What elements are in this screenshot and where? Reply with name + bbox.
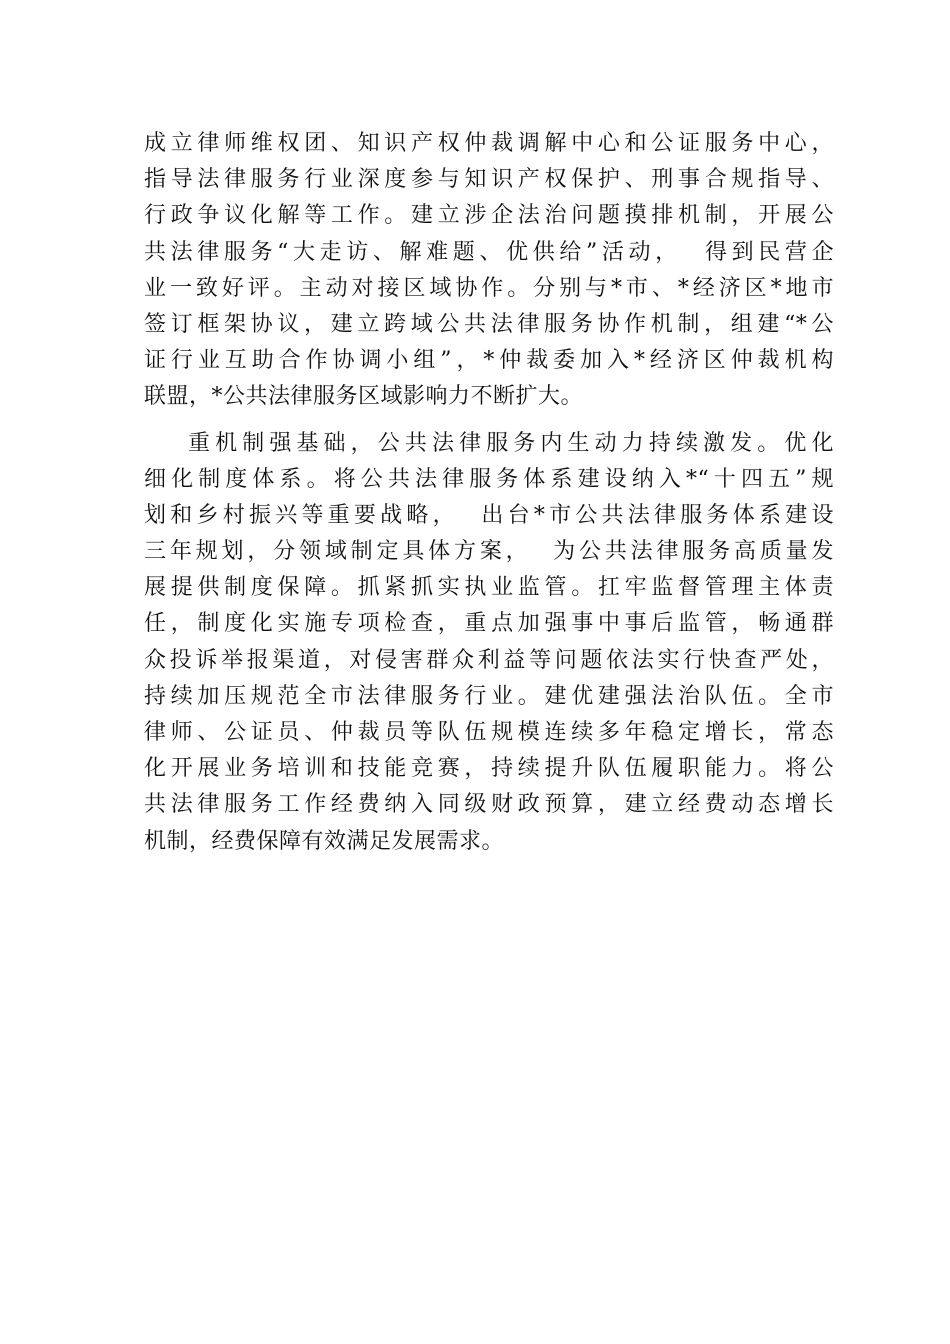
document-body [144, 126, 834, 860]
paragraph-1 [144, 126, 834, 416]
paragraph-line: 展提供制度保障。抓紧抓实执业监管。扛牢监督管理主体责 [144, 575, 834, 601]
paragraph-line: 联盟，*公共法律服务区域影响力不断扩大。 [144, 384, 584, 410]
paragraph-line: 众投诉举报渠道，对侵害群众利益等问题依法实行快查严处， [144, 647, 834, 673]
paragraph-line: 划和乡村振兴等重要战略， 出台*市公共法律服务体系建设 [144, 502, 834, 528]
paragraph-line: 指导法律服务行业深度参与知识产权保护、刑事合规指导、 [144, 167, 834, 193]
paragraph-line: 重机制强基础，公共法律服务内生动力持续激发。优化 [188, 430, 834, 456]
paragraph-line: 共法律服务工作经费纳入同级财政预算，建立经费动态增长 [144, 792, 834, 818]
paragraph-line: 细化制度体系。将公共法律服务体系建设纳入*“十四五”规 [144, 466, 834, 492]
paragraph-2 [144, 426, 834, 860]
paragraph-line: 机制，经费保障有效满足发展需求。 [144, 828, 505, 854]
paragraph-spacer [144, 416, 834, 426]
paragraph-line: 业一致好评。主动对接区域协作。分别与*市、*经济区*地市 [144, 275, 834, 301]
paragraph-line: 证行业互助合作协调小组”，*仲裁委加入*经济区仲裁机构 [144, 348, 834, 374]
paragraph-line: 律师、公证员、仲裁员等队伍规模连续多年稳定增长，常态 [144, 720, 834, 745]
paragraph-line: 化开展业务培训和技能竞赛，持续提升队伍履职能力。将公 [144, 756, 834, 782]
paragraph-line: 持续加压规范全市法律服务行业。建优建强法治队伍。全市 [144, 683, 834, 709]
paragraph-line: 三年规划，分领域制定具体方案， 为公共法律服务高质量发 [144, 539, 834, 565]
paragraph-line: 行政争议化解等工作。建立涉企法治问题摸排机制，开展公 [144, 203, 834, 229]
paragraph-line: 成立律师维权团、知识产权仲裁调解中心和公证服务中心， [144, 131, 834, 156]
paragraph-line: 任，制度化实施专项检查，重点加强事中事后监管，畅通群 [144, 611, 834, 637]
paragraph-line: 共法律服务“大走访、解难题、优供给”活动， 得到民营企 [144, 239, 834, 265]
paragraph-line: 签订框架协议，建立跨域公共法律服务协作机制，组建“*公 [144, 311, 834, 337]
